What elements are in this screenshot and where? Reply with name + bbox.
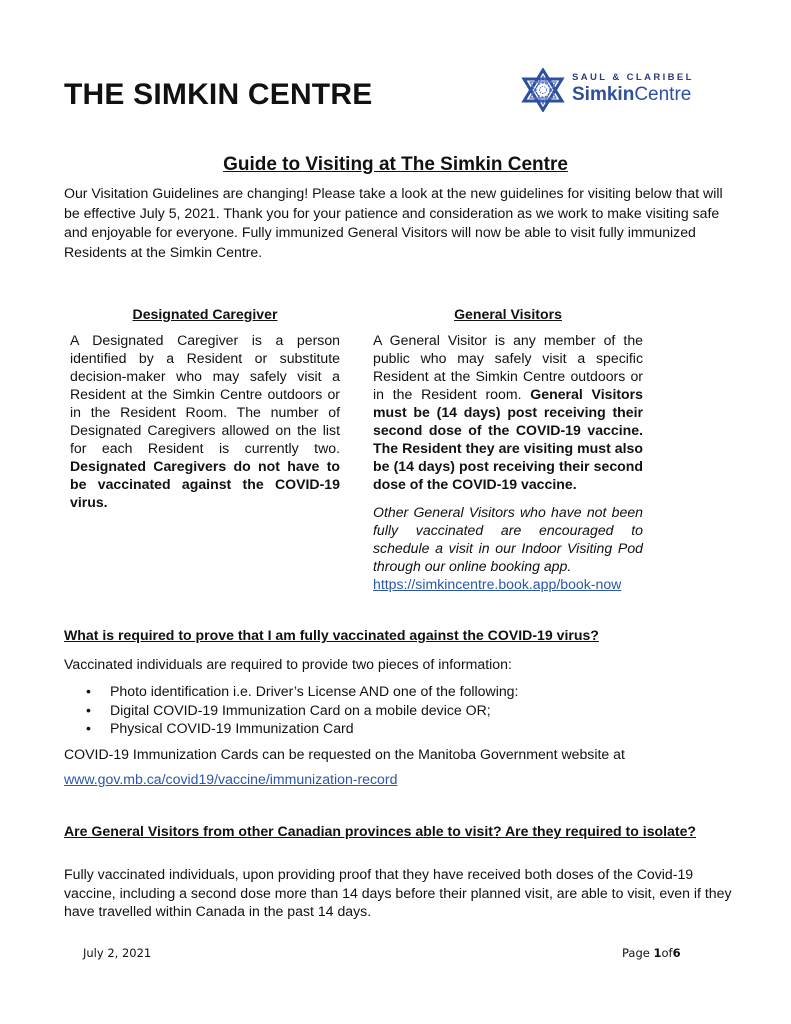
- booking-app-text: Other General Visitors who have not been fully vaccinated are encouraged to schedule a visit in our Indoor Visiting Pod through our online booking app.: [373, 504, 643, 574]
- designated-caregiver-text: [70, 331, 340, 511]
- immunization-card-note: COVID-19 Immunization Cards can be requested on the Manitoba Government website at: [64, 746, 625, 762]
- page-current: 1: [653, 946, 662, 960]
- footer-page-number: Page 1of6: [622, 946, 681, 960]
- designated-caregiver-section: [70, 305, 340, 511]
- provinces-answer: Fully vaccinated individuals, upon providing proof that they have received both doses of the Covid-19 vaccine, including a second dose more than 14 days before their planned visit, are able to visit, even if they have travelled within Canada in the past 14 days.: [64, 866, 732, 919]
- intro-paragraph: Our Visitation Guidelines are changing! Please take a look at the new guidelines for visiting below that will be effective July 5, 2021. Thank you for your patience and consideration as we work to make visiting safe and enjoyable for everyone. Fully immunized General Visitors will now be able to visit fully immunized Residents at the Simkin Centre.: [64, 185, 723, 260]
- logo-name-light: Centre: [634, 84, 692, 105]
- vaccination-proof-lead: Vaccinated individuals are required to provide two pieces of information:: [64, 656, 512, 672]
- general-visitors-section: [373, 305, 643, 593]
- caregiver-vaccination-note: Designated Caregivers do not have to be vaccinated against the COVID-19 virus.: [70, 458, 340, 510]
- logo-subtitle: SAUL & CLARIBEL: [572, 72, 694, 83]
- bullet-icon: •: [86, 720, 91, 736]
- immunization-record-link[interactable]: www.gov.mb.ca/covid19/vaccine/immunization-record: [64, 771, 398, 787]
- general-visitor-vaccination-requirement: General Visitors must be (14 days) post receiving their second dose of the COVID-19 vaccine. The Resident they are visiting must also be (14 days) post receiving their second dose of the COVID-19 vaccine.: [373, 386, 643, 492]
- page-title: THE SIMKIN CENTRE: [64, 78, 373, 111]
- star-of-david-icon: [520, 68, 566, 112]
- list-item: • Physical COVID-19 Immunization Card: [86, 720, 354, 736]
- logo-name-bold: Simkin: [572, 84, 635, 105]
- list-item: • Photo identification i.e. Driver’s License AND one of the following:: [86, 683, 519, 699]
- footer-date: July 2, 2021: [83, 946, 152, 960]
- general-visitors-text: [373, 331, 643, 493]
- logo-name: [572, 84, 694, 106]
- list-item: • Digital COVID-19 Immunization Card on a mobile device OR;: [86, 701, 491, 718]
- document-heading: Guide to Visiting at The Simkin Centre: [223, 154, 568, 175]
- general-visitor-description: A General Visitor is any member of the public who may safely visit a specific Resident at the Simkin Centre outdoors or in the Resident room.: [373, 332, 643, 402]
- vaccination-proof-list: [64, 682, 518, 738]
- unvaccinated-visitors-note: [373, 503, 643, 593]
- designated-caregiver-title: Designated Caregiver: [132, 306, 278, 322]
- bullet-icon: •: [86, 683, 91, 699]
- page-total: 6: [672, 946, 681, 960]
- provinces-question: Are General Visitors from other Canadian provinces able to visit? Are they required to isolate?: [64, 823, 697, 839]
- vaccination-proof-question: What is required to prove that I am fully vaccinated against the COVID-19 virus?: [64, 627, 599, 643]
- bullet-icon: •: [86, 701, 91, 718]
- simkin-centre-logo: [520, 68, 694, 112]
- caregiver-description: A Designated Caregiver is a person identified by a Resident or substitute decision-maker who may safely visit a Resident at the Simkin Centre outdoors or in the Resident Room. The number of Designated Caregivers allowed on the list for each Resident is currently two.: [70, 332, 340, 456]
- booking-app-link[interactable]: https://simkincentre.book.app/book-now: [373, 576, 622, 592]
- general-visitors-title: General Visitors: [454, 306, 562, 322]
